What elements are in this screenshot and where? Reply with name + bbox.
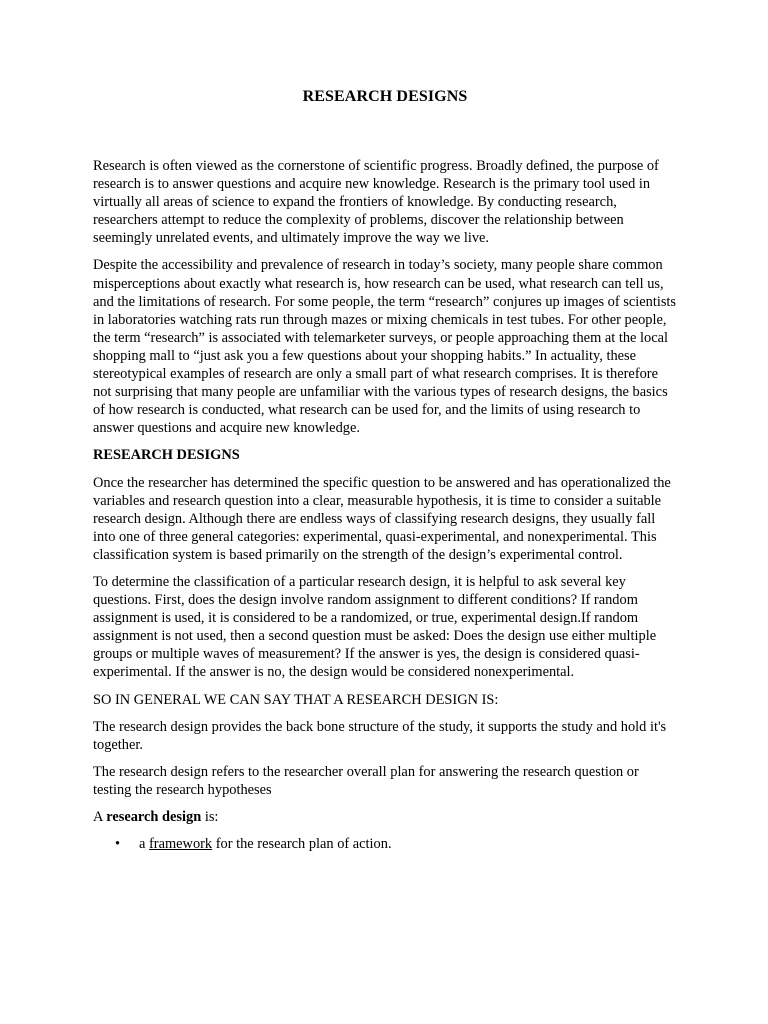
- definition-term: research design: [106, 809, 202, 825]
- closing-paragraph-1: The research design provides the back bone structure of the study, it supports the study and hold it's together.: [93, 718, 667, 753]
- section-paragraph-1: Once the researcher has determined the specific question to be answered and has operationalized the variables and research question into a clear, measurable hypothesis, it is time to consider a suitable research design. Although there are endless ways of classifying research designs, they usually fall into one of three general categories: experimental, quasi-experimental, and nonexperimental. This classification system is based primarily on the strength of the design’s experimental control.: [93, 474, 671, 563]
- bullet-suffix: for the research plan of action.: [212, 836, 392, 853]
- definition-list: [93, 835, 677, 853]
- closing-paragraph-2: The research design refers to the researcher overall plan for answering the research question or testing the research hypotheses: [93, 763, 639, 798]
- section-paragraph-2: To determine the classification of a particular research design, it is helpful to ask several key questions. First, does the design involve random assignment to different conditions? If random assignment is used, it is considered to be a randomized, or true, experimental design.If random assignment is not used, then a second question must be asked: Does the design use either multiple groups or multiple waves of measurement? If the answer is yes, the design is considered quasi-experimental. If the answer is no, the design would be considered nonexperimental.: [93, 573, 657, 681]
- document-title: RESEARCH DESIGNS: [302, 88, 468, 105]
- document-page: [93, 84, 677, 853]
- section-heading: RESEARCH DESIGNS: [93, 447, 240, 464]
- summary-heading: SO IN GENERAL WE CAN SAY THAT A RESEARCH DESIGN IS:: [93, 691, 499, 708]
- intro-paragraph-2: Despite the accessibility and prevalence of research in today’s society, many people share common misperceptions about exactly what research is, how research can be used, what research can tell us, and the limitations of research. For some people, the term “research” conjures up images of scientists in laboratories watching rats run through mazes or mixing chemicals in test tubes. For other people, the term “research” is associated with telemarketer surveys, or people approaching them at the local shopping mall to “just ask you a few questions about your shopping habits.” In actuality, these stereotypical examples of research are only a small part of what research comprises. It is therefore not surprising that many people are unfamiliar with the various types of research designs, the basics of how research is conducted, what research can be used for, and the limits of using research to answer questions and acquire new knowledge.: [93, 257, 677, 437]
- bullet-prefix: a: [139, 836, 149, 853]
- definition-suffix: is:: [201, 809, 219, 825]
- definition-intro: [93, 808, 677, 826]
- list-item: [93, 835, 677, 853]
- bullet-icon: •: [115, 836, 121, 853]
- definition-prefix: A: [93, 809, 107, 825]
- framework-link[interactable]: framework: [149, 836, 213, 853]
- intro-paragraph-1: Research is often viewed as the cornerstone of scientific progress. Broadly defined, the purpose of research is to answer questions and acquire new knowledge. Research is the primary tool used in virtually all areas of science to expand the frontiers of knowledge. By conducting research, researchers attempt to reduce the complexity of problems, discover the relationship between seemingly unrelated events, and ultimately improve the way we live.: [93, 158, 659, 247]
